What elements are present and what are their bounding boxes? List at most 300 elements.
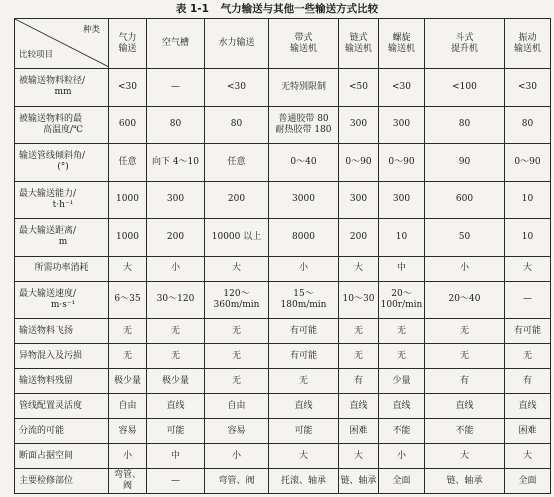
table-title: 气力输送与其他一些输送方式比较 <box>220 3 379 15</box>
cell-line: 困难 <box>518 425 537 436</box>
table-cell <box>205 419 269 444</box>
table-cell <box>379 181 425 219</box>
cell-line: 大 <box>459 450 469 461</box>
cell-line: 300 <box>349 194 368 205</box>
cell-line: 大 <box>231 263 241 273</box>
table-cell <box>339 281 379 319</box>
cell-line: 300 <box>392 119 411 130</box>
cell-line: 600 <box>455 194 474 205</box>
cell-line: 有可能 <box>289 325 317 336</box>
cell-line: 直线 <box>518 400 537 411</box>
cell-line: <30 <box>518 81 537 92</box>
table-cell <box>269 69 339 107</box>
table-cell <box>425 281 505 319</box>
table-cell <box>109 469 147 494</box>
cell-line: — <box>523 294 532 305</box>
cell-line: 无 <box>396 325 406 336</box>
table-cell <box>109 219 147 257</box>
table-row <box>15 469 551 494</box>
table-cell <box>379 369 425 394</box>
cell-line: 大 <box>122 263 132 273</box>
cell-line: 15～ <box>293 288 314 299</box>
table-row <box>15 106 551 144</box>
cell-line: 180m/min <box>280 299 327 310</box>
cell-line: 有可能 <box>289 350 317 361</box>
cell-line: 小 <box>170 263 180 273</box>
column-header-line: 输送 <box>118 43 137 54</box>
cell-line: 0～90 <box>345 156 372 167</box>
table-cell <box>269 144 339 182</box>
cell-line: 3000 <box>292 194 315 205</box>
table-cell <box>379 256 425 281</box>
table-cell <box>425 369 505 394</box>
cell-line: 小 <box>122 450 132 461</box>
table-cell <box>269 344 339 369</box>
table-cell <box>379 444 425 469</box>
cell-line: 90 <box>458 156 471 167</box>
cell-line: <30 <box>392 81 411 92</box>
cell-line: 无 <box>298 375 308 386</box>
table-cell <box>505 419 551 444</box>
table-cell <box>425 419 505 444</box>
cell-line: 困难 <box>349 425 368 436</box>
cell-line: 大 <box>298 450 308 461</box>
row-label-line: 所需功率消耗 <box>34 263 89 273</box>
table-cell <box>505 69 551 107</box>
cell-line: 无 <box>231 350 241 361</box>
column-header-2 <box>147 19 205 69</box>
table-cell <box>205 394 269 419</box>
table-cell <box>269 469 339 494</box>
cell-line: 无 <box>122 350 132 361</box>
cell-line: 360m/min <box>213 299 260 310</box>
table-cell <box>505 469 551 494</box>
table-cell <box>505 144 551 182</box>
cell-line: 有 <box>353 375 363 386</box>
row-label-cell <box>15 144 109 182</box>
table-cell <box>269 181 339 219</box>
cell-line: 可能 <box>166 425 185 436</box>
cell-line: 300 <box>392 194 411 205</box>
header-row <box>15 19 551 69</box>
table-cell <box>505 369 551 394</box>
cell-line: 1000 <box>116 231 139 242</box>
table-cell <box>109 106 147 144</box>
table-cell <box>339 219 379 257</box>
table-cell <box>147 469 205 494</box>
row-label-line: 输送物料残留 <box>19 375 74 386</box>
row-label-line: 最大输送距离/ <box>19 226 77 237</box>
cell-line: 容易 <box>227 425 246 436</box>
table-cell <box>379 219 425 257</box>
column-header-line: 链式 <box>349 32 368 43</box>
table-number: 表 1-1 <box>175 3 209 15</box>
table-cell <box>205 256 269 281</box>
cell-line: 无 <box>522 350 532 361</box>
table-cell <box>379 106 425 144</box>
cell-line: 10～30 <box>342 294 375 305</box>
cell-line: 少量 <box>392 375 411 386</box>
cell-line: 10000 以上 <box>211 231 262 242</box>
table-cell <box>505 181 551 219</box>
cell-line: 链、轴承 <box>340 475 377 486</box>
cell-line: 小 <box>231 450 241 461</box>
cell-line: 无 <box>170 350 180 361</box>
cell-line: 大 <box>522 263 532 273</box>
row-label-cell <box>15 281 109 319</box>
table-row <box>15 219 551 257</box>
cell-line: 容易 <box>118 425 137 436</box>
corner-header-cell <box>15 19 109 69</box>
row-label-line: 高温度/℃ <box>42 124 84 135</box>
table-cell <box>269 281 339 319</box>
table-cell <box>425 219 505 257</box>
cell-line: 50 <box>458 231 471 242</box>
row-label-line: m <box>58 237 68 248</box>
cell-line: 200 <box>349 231 368 242</box>
column-header-7 <box>425 19 505 69</box>
column-header-line: 水力输送 <box>218 38 255 48</box>
corner-label-top: 种类 <box>82 25 100 35</box>
cell-line: 80 <box>521 119 534 130</box>
cell-line: 任意 <box>227 156 246 167</box>
table-cell <box>425 444 505 469</box>
table-cell <box>425 144 505 182</box>
cell-line: 100r/min <box>380 299 423 310</box>
cell-line: 0～90 <box>388 156 415 167</box>
column-header-line: 带式 <box>294 32 313 43</box>
cell-line: 80 <box>458 119 471 130</box>
cell-line: 直线 <box>166 400 185 411</box>
table-cell <box>339 106 379 144</box>
table-cell <box>269 369 339 394</box>
column-header-line: 输送机 <box>387 43 415 54</box>
table-cell <box>379 394 425 419</box>
table-cell <box>109 181 147 219</box>
table-cell <box>339 256 379 281</box>
row-label-cell <box>15 444 109 469</box>
cell-line: 向下 4～10 <box>151 156 200 167</box>
cell-line: 大 <box>353 450 363 461</box>
cell-line: 10 <box>521 231 534 242</box>
row-label-cell <box>15 394 109 419</box>
row-label-line: 被输送物料的最 <box>19 113 83 124</box>
table-cell <box>205 69 269 107</box>
table-cell <box>109 144 147 182</box>
table-cell <box>505 319 551 344</box>
cell-line: 有 <box>522 375 532 386</box>
row-label-cell <box>15 106 109 144</box>
table-cell <box>205 181 269 219</box>
table-cell <box>379 319 425 344</box>
table-cell <box>379 281 425 319</box>
cell-line: <30 <box>227 81 246 92</box>
table-cell <box>205 319 269 344</box>
row-label-line: m·s⁻¹ <box>50 299 76 310</box>
table-cell <box>269 444 339 469</box>
row-label-line: 被输送物料粒径/ <box>19 76 86 87</box>
column-header-1 <box>109 19 147 69</box>
cell-line: 0～40 <box>290 156 317 167</box>
table-cell <box>205 344 269 369</box>
row-label-line: 输送管线倾斜角/ <box>19 151 86 162</box>
table-cell <box>205 444 269 469</box>
table-row <box>15 181 551 219</box>
table-cell <box>205 281 269 319</box>
cell-line: 无 <box>231 325 241 336</box>
column-header-3 <box>205 19 269 69</box>
table-cell <box>425 69 505 107</box>
row-label-line: 主要检修部位 <box>19 475 74 486</box>
cell-line: 直线 <box>392 400 411 411</box>
table-cell <box>339 419 379 444</box>
cell-line: 直线 <box>455 400 474 411</box>
row-label-line: 最大输送速度/ <box>19 288 77 299</box>
table-row <box>15 394 551 419</box>
table-cell <box>425 106 505 144</box>
table-cell <box>425 319 505 344</box>
table-cell <box>147 444 205 469</box>
table-cell <box>147 394 205 419</box>
corner-label-bottom: 比较项目 <box>19 50 54 60</box>
table-body <box>15 19 551 494</box>
cell-line: 0～90 <box>514 156 541 167</box>
cell-line: 中 <box>170 450 180 461</box>
row-label-cell <box>15 419 109 444</box>
table-cell <box>205 369 269 394</box>
cell-line: 200 <box>227 194 246 205</box>
table-cell <box>339 444 379 469</box>
table-cell <box>339 469 379 494</box>
cell-line: 极少量 <box>161 375 189 386</box>
table-cell <box>109 394 147 419</box>
cell-line: 大 <box>522 450 532 461</box>
cell-line: 无 <box>231 375 241 386</box>
table-row <box>15 319 551 344</box>
table-cell <box>379 69 425 107</box>
table-cell <box>205 106 269 144</box>
cell-line: 20～40 <box>448 294 481 305</box>
table-cell <box>109 444 147 469</box>
row-label-line: 分流的可能 <box>19 425 65 436</box>
table-cell <box>505 344 551 369</box>
column-header-8 <box>505 19 551 69</box>
row-label-line: 管线配置灵活度 <box>19 400 83 411</box>
cell-line: 自由 <box>227 400 246 411</box>
cell-line: 80 <box>230 119 243 130</box>
table-cell <box>425 344 505 369</box>
cell-line: 大 <box>353 263 363 273</box>
table-cell <box>205 144 269 182</box>
table-cell <box>505 444 551 469</box>
table-cell <box>505 256 551 281</box>
table-row <box>15 281 551 319</box>
cell-line: 10 <box>395 231 408 242</box>
cell-line: 8000 <box>292 231 315 242</box>
column-header-line: 空气槽 <box>161 38 189 48</box>
table-cell <box>339 69 379 107</box>
cell-line: 300 <box>349 119 368 130</box>
cell-line: 小 <box>396 450 406 461</box>
column-header-line: 输送机 <box>513 43 541 54</box>
table-cell <box>425 181 505 219</box>
table-cell <box>339 319 379 344</box>
cell-line: <100 <box>452 81 477 92</box>
cell-line: 耐热胶带 180 <box>275 124 332 135</box>
cell-line: 不能 <box>455 425 474 436</box>
cell-line: 普通胶带 80 <box>278 113 329 124</box>
cell-line: 直线 <box>349 400 368 411</box>
table-cell <box>339 344 379 369</box>
table-cell <box>109 319 147 344</box>
table-cell <box>147 319 205 344</box>
cell-line: 30～120 <box>156 294 195 305</box>
column-header-line: 输送机 <box>289 43 317 54</box>
table-cell <box>147 106 205 144</box>
cell-line: <30 <box>118 81 137 92</box>
table-cell <box>339 144 379 182</box>
cell-line: 小 <box>298 263 308 273</box>
cell-line: 自由 <box>118 400 137 411</box>
row-label-line: 最大输送能力/ <box>19 188 77 199</box>
cell-line: 弯管、阀 <box>218 475 255 486</box>
cell-line: 无 <box>353 325 363 336</box>
table-cell <box>269 256 339 281</box>
table-cell <box>109 281 147 319</box>
cell-line: 可能 <box>294 425 313 436</box>
table-cell <box>339 394 379 419</box>
table-cell <box>147 181 205 219</box>
table-cell <box>505 219 551 257</box>
table-cell <box>269 219 339 257</box>
row-label-cell <box>15 369 109 394</box>
cell-line: 1000 <box>116 194 139 205</box>
table-cell <box>505 394 551 419</box>
table-cell <box>339 369 379 394</box>
table-cell <box>147 281 205 319</box>
table-cell <box>505 106 551 144</box>
table-cell <box>269 394 339 419</box>
table-cell <box>339 181 379 219</box>
table-cell <box>205 469 269 494</box>
cell-line: 无 <box>459 350 469 361</box>
table-row <box>15 69 551 107</box>
row-label-line: 异物混入及污损 <box>19 350 83 361</box>
cell-line: 无 <box>459 325 469 336</box>
table-cell <box>379 344 425 369</box>
cell-line: <50 <box>349 81 368 92</box>
table-cell <box>379 419 425 444</box>
row-label-line: 断面占据空间 <box>19 450 74 461</box>
cell-line: 无 <box>353 350 363 361</box>
cell-line: 不能 <box>392 425 411 436</box>
column-header-line: 输送机 <box>344 43 372 54</box>
cell-line: 弯管、阀 <box>113 470 141 491</box>
row-label-line: t·h⁻¹ <box>52 199 74 210</box>
table-cell <box>109 256 147 281</box>
table-cell <box>109 419 147 444</box>
cell-line: 300 <box>166 194 185 205</box>
table-cell <box>147 69 205 107</box>
table-row <box>15 369 551 394</box>
cell-line: 10 <box>521 194 534 205</box>
cell-line: 有 <box>459 375 469 386</box>
cell-line: 无 <box>122 325 132 336</box>
table-cell <box>269 419 339 444</box>
cell-line: 直线 <box>294 400 313 411</box>
cell-line: — <box>171 475 180 486</box>
table-cell <box>147 369 205 394</box>
row-label-cell <box>15 219 109 257</box>
table-cell <box>109 69 147 107</box>
cell-line: 无 <box>396 350 406 361</box>
column-header-6 <box>379 19 425 69</box>
cell-line: 中 <box>396 263 406 273</box>
table-cell <box>147 344 205 369</box>
row-label-line: 输送物料飞扬 <box>19 325 74 336</box>
row-label-cell <box>15 181 109 219</box>
row-label-line: mm <box>54 87 72 98</box>
cell-line: 任意 <box>118 156 137 167</box>
table-cell <box>269 106 339 144</box>
table-cell <box>205 219 269 257</box>
table-cell <box>425 469 505 494</box>
column-header-4 <box>269 19 339 69</box>
table-cell <box>109 369 147 394</box>
cell-line: 200 <box>166 231 185 242</box>
column-header-line: 振动 <box>518 32 537 43</box>
cell-line: 有可能 <box>513 325 541 336</box>
row-label-cell <box>15 469 109 494</box>
cell-line: 6～35 <box>114 294 141 305</box>
column-header-line: 螺旋 <box>392 32 411 43</box>
column-header-line: 提升机 <box>450 43 478 54</box>
table-row <box>15 344 551 369</box>
table-cell <box>147 144 205 182</box>
cell-line: 600 <box>118 119 137 130</box>
table-cell <box>425 256 505 281</box>
cell-line: 链、轴承 <box>446 475 483 486</box>
row-label-line: (°) <box>57 162 69 173</box>
cell-line: 极少量 <box>113 375 141 386</box>
cell-line: 120～ <box>223 288 250 299</box>
table-cell <box>147 219 205 257</box>
table-cell <box>505 281 551 319</box>
row-label-cell <box>15 319 109 344</box>
row-label-cell <box>15 256 109 281</box>
table-cell <box>379 144 425 182</box>
cell-line: 无特别限制 <box>280 81 326 92</box>
column-header-5 <box>339 19 379 69</box>
table-cell <box>425 394 505 419</box>
table-caption <box>0 2 554 16</box>
cell-line: 小 <box>459 263 469 273</box>
cell-line: 20～ <box>391 288 412 299</box>
table-row <box>15 419 551 444</box>
row-label-cell <box>15 69 109 107</box>
row-label-cell <box>15 344 109 369</box>
table-cell <box>147 256 205 281</box>
table-cell <box>269 319 339 344</box>
cell-line: 80 <box>169 119 182 130</box>
table-row <box>15 144 551 182</box>
table-row <box>15 444 551 469</box>
cell-line: 全面 <box>518 475 537 486</box>
cell-line: 无 <box>170 325 180 336</box>
column-header-line: 斗式 <box>455 32 474 43</box>
table-cell <box>147 419 205 444</box>
table-cell <box>109 344 147 369</box>
